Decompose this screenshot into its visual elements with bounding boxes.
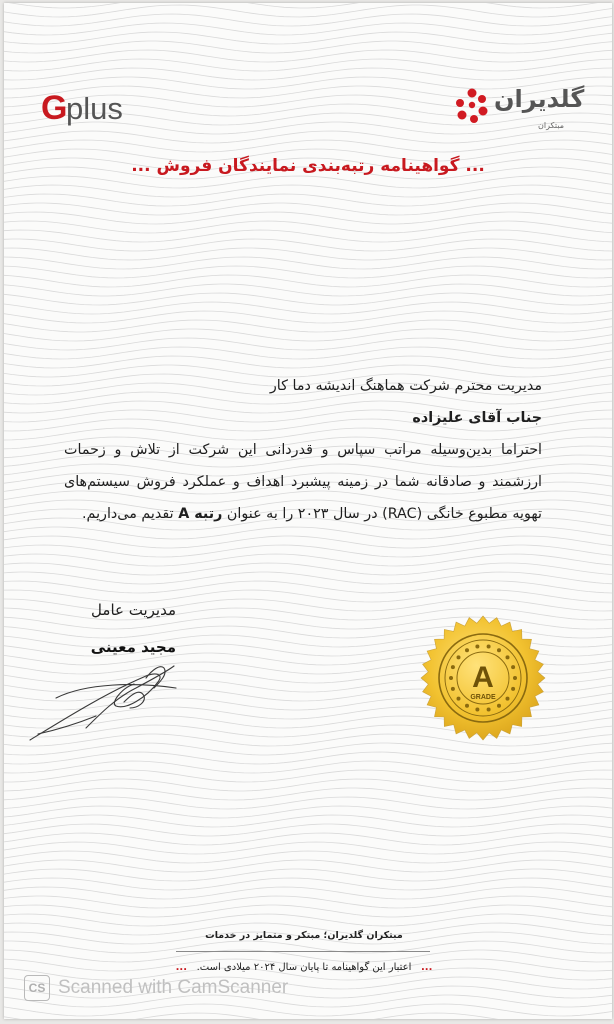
- certificate-page: [4, 3, 612, 1019]
- rank-text: رتبه A: [178, 506, 223, 522]
- svg-text:G: G: [41, 89, 68, 127]
- signatory-role: مدیریت عامل: [91, 601, 176, 619]
- grade-a-seal: [420, 615, 546, 741]
- svg-text:plus: plus: [66, 91, 123, 126]
- footer-dots-left: ...: [175, 962, 188, 973]
- certificate-paragraph: [64, 434, 542, 530]
- goldiran-logo-subtext: مبتکران: [538, 121, 565, 130]
- seal-letter: A: [472, 661, 494, 694]
- paragraph-text-2: تقدیم می‌داریم.: [82, 506, 174, 522]
- footer-validity: [134, 962, 474, 973]
- goldiran-flower-icon: [450, 83, 494, 133]
- recipient-company: مدیریت محترم شرکت هماهنگ اندیشه دما کار: [269, 378, 542, 394]
- gplus-logo: [41, 85, 171, 133]
- goldiran-logo-text: گلدیران: [494, 85, 585, 113]
- handwritten-signature: [26, 658, 186, 748]
- camscanner-logo-icon: CS: [24, 975, 50, 1001]
- certificate-title: ... گواهینامه رتبه‌بندی نمایندگان فروش ...: [131, 156, 485, 176]
- footer-tagline: مبتکران گلدیران؛ مبتکر و متمایز در خدمات: [205, 930, 403, 941]
- goldiran-logo: [450, 81, 590, 141]
- seal-label: GRADE: [470, 694, 496, 701]
- recipient-name: جناب آقای علیزاده: [412, 410, 542, 426]
- footer-divider: [176, 951, 430, 952]
- footer-validity-text: اعتبار این گواهینامه تا پایان سال ۲۰۲۴ میلادی است.: [196, 962, 412, 973]
- signatory-name: مجید معینی: [90, 638, 176, 656]
- camscanner-text: Scanned with CamScanner: [58, 977, 289, 998]
- footer-dots-right: ...: [420, 962, 433, 973]
- camscanner-watermark: [24, 974, 288, 1002]
- certificate-body: [64, 370, 542, 530]
- paragraph-text-1: احتراما بدین‌وسیله مراتب سپاس و قدردانی این شرکت از تلاش و زحمات ارزشمند و صادقانه شما در زمینه پیشبرد اهداف و عملکرد فروش سیستم‌های تهویه مطبوع خانگی (RAC) در سال ۲۰۲۳ را به عنوان: [64, 442, 542, 522]
